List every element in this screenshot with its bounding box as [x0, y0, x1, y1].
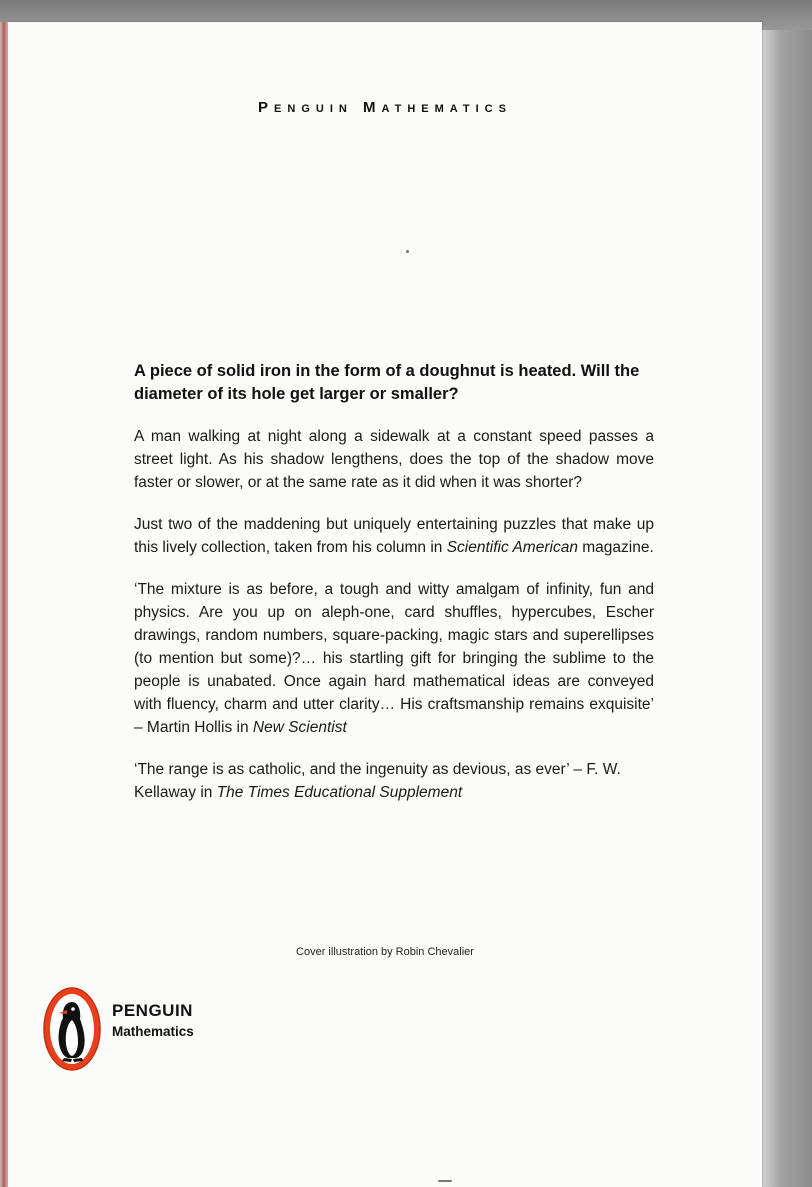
paragraph-collection-end: magazine.: [577, 539, 654, 556]
paragraph-shadow-puzzle: A man walking at night along a sidewalk at a constant speed passes a street light. As his shadow lengthens, does the top of the shadow move faster or slower, or at the same rate as it did when it was shorter?: [134, 428, 654, 491]
review-quote-new-scientist: [134, 578, 654, 739]
cover-credit: Cover illustration by Robin Chevalier: [296, 946, 474, 958]
review-source: The Times Educational Supplement: [216, 784, 463, 801]
penguin-logo-icon: [42, 986, 102, 1072]
review-quote-text: ‘The range is as catholic, and the ingenuity as devious, as ever’ – F. W. Kellaway in: [134, 761, 621, 801]
review-quote-tes: [134, 758, 654, 804]
brand-subtitle: Mathematics: [112, 1024, 194, 1039]
brand: [112, 1000, 194, 1042]
magazine-title: Scientific American: [446, 539, 578, 556]
review-source: New Scientist: [252, 719, 347, 736]
series-title: Penguin Mathematics: [258, 99, 512, 116]
paragraph-collection: [134, 513, 654, 559]
review-quote-text: ‘The mixture is as before, a tough and witty amalgam of infinity, fun and physics. Are you up on aleph-one, card shuffles, hypercubes, Escher drawings, random numbers, square-packing, magic stars and superellipses (to mention but some)?… his startling gift for bringing the sublime to the people is unabated. Once again hard mathematical ideas are conveyed with fluency, charm and utter clarity… His craftsmanship remains exquisite’ – Martin Hollis in: [134, 581, 654, 736]
back-cover: [8, 22, 762, 1187]
paragraph-collection-text: Just two of the maddening but uniquely entertaining puzzles that make up this lively collection, taken from his column in: [134, 516, 654, 556]
paper-speck: [406, 250, 409, 253]
headline: A piece of solid iron in the form of a doughnut is heated. Will the diameter of its hole get larger or smaller?: [134, 362, 640, 403]
brand-name: PENGUIN: [112, 1001, 193, 1020]
blurb: [134, 360, 654, 823]
paper-speck: [438, 1180, 452, 1182]
page-edge: [760, 30, 812, 1187]
